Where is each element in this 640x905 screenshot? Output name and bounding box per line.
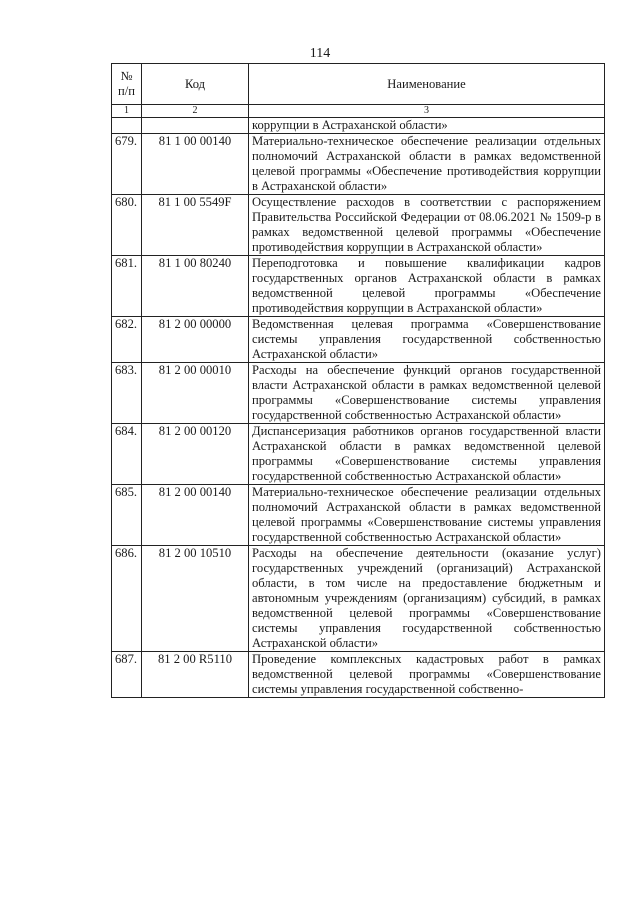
- row-number: 680.: [112, 195, 142, 256]
- row-number: 679.: [112, 134, 142, 195]
- row-number: 687.: [112, 652, 142, 698]
- column-number: 1: [112, 105, 142, 118]
- header-name: Наименование: [249, 64, 605, 105]
- table-row: [112, 363, 605, 424]
- row-name: Ведомственная целевая программа «Совершенствование системы управления государственной собственностью Астраханской области»: [249, 317, 605, 363]
- row-name: Диспансеризация работников органов государственной власти Астраханской области в рамках ведомственной целевой программы «Совершенствование системы управления государственной собственностью Астраханской области»: [249, 424, 605, 485]
- header-number: № п/п: [112, 64, 142, 105]
- budget-classification-table: [111, 63, 605, 698]
- row-name: Осуществление расходов в соответствии с распоряжением Правительства Российской Федерации от 08.06.2021 № 1509-р в рамках ведомственной целевой программы «Обеспечение противодействия коррупции в Астраханской области»: [249, 195, 605, 256]
- table-header-row: [112, 64, 605, 105]
- row-name: Переподготовка и повышение квалификации кадров государственных органов Астраханской области в рамках ведомственной целевой программы «Обеспечение противодействия коррупции в Астраханской области»: [249, 256, 605, 317]
- row-code: 81 2 00 00140: [142, 485, 249, 546]
- column-number: 3: [249, 105, 605, 118]
- row-code: 81 2 00 00000: [142, 317, 249, 363]
- column-number: 2: [142, 105, 249, 118]
- row-number: 686.: [112, 546, 142, 652]
- table-row: [112, 317, 605, 363]
- row-name: Материально-техническое обеспечение реализации отдельных полномочий Астраханской области в рамках ведомственной целевой программы «Обеспечение противодействия коррупции в Астраханской области»: [249, 134, 605, 195]
- row-code: 81 1 00 00140: [142, 134, 249, 195]
- row-number: 682.: [112, 317, 142, 363]
- table-row: [112, 546, 605, 652]
- row-code: 81 2 00 10510: [142, 546, 249, 652]
- table-row: [112, 134, 605, 195]
- column-number-row: [112, 105, 605, 118]
- continuation-row: [112, 118, 605, 134]
- row-code: 81 2 00 R5110: [142, 652, 249, 698]
- table-row: [112, 195, 605, 256]
- table-row: [112, 652, 605, 698]
- page-number: 114: [309, 46, 331, 61]
- row-number: 683.: [112, 363, 142, 424]
- row-code: 81 1 00 80240: [142, 256, 249, 317]
- table-row: [112, 256, 605, 317]
- row-code: 81 2 00 00010: [142, 363, 249, 424]
- header-code: Код: [142, 64, 249, 105]
- row-name: Расходы на обеспечение деятельности (оказание услуг) государственных учреждений (организаций) Астраханской области, в том числе на предоставление бюджетным и автономным учреждениям (организациям) субсидий, в рамках ведомственной целевой программы «Совершенствование системы управления государственной собственностью Астраханской области»: [249, 546, 605, 652]
- row-code: 81 1 00 5549F: [142, 195, 249, 256]
- row-number: 684.: [112, 424, 142, 485]
- continuation-text: коррупции в Астраханской области»: [249, 118, 605, 134]
- table-row: [112, 485, 605, 546]
- row-number: 681.: [112, 256, 142, 317]
- table-row: [112, 424, 605, 485]
- row-name: Расходы на обеспечение функций органов государственной власти Астраханской области в рамках ведомственной целевой программы «Совершенствование системы управления государственной собственностью Астраханской области»: [249, 363, 605, 424]
- row-code: 81 2 00 00120: [142, 424, 249, 485]
- row-name: Проведение комплексных кадастровых работ в рамках ведомственной целевой программы «Совершенствование системы управления государственной собственно-: [249, 652, 605, 698]
- row-number: 685.: [112, 485, 142, 546]
- row-name: Материально-техническое обеспечение реализации отдельных полномочий Астраханской области в рамках ведомственной целевой программы «Совершенствование системы управления государственной собственностью Астраханской области»: [249, 485, 605, 546]
